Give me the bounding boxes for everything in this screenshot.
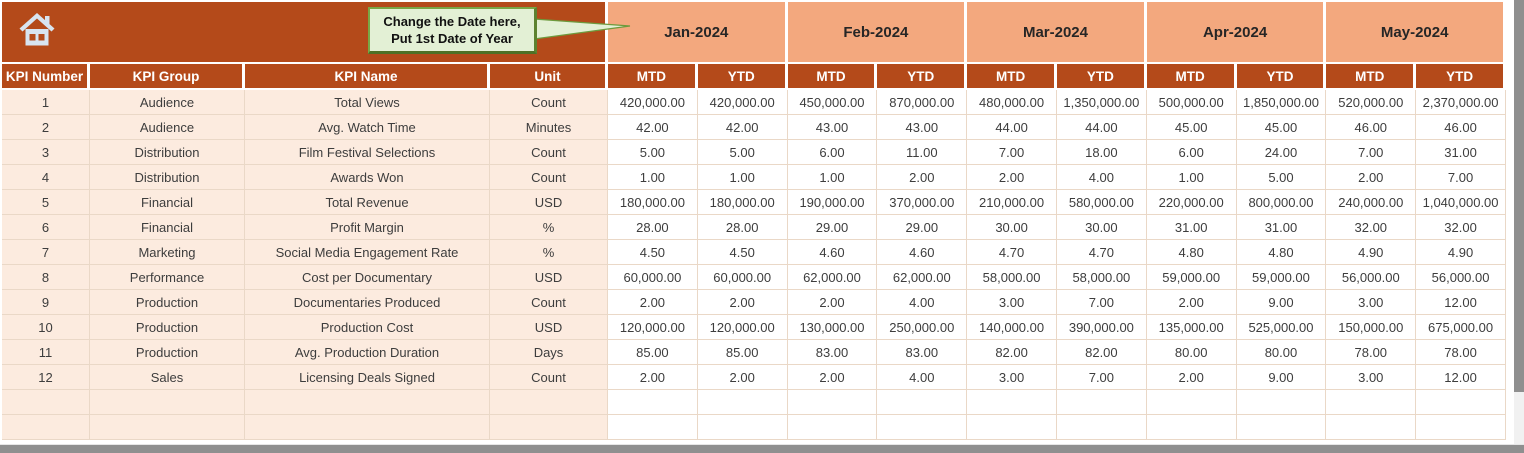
value-cell[interactable]: 420,000.00 xyxy=(698,90,788,115)
value-cell[interactable]: 4.50 xyxy=(608,240,698,265)
value-cell[interactable]: 30.00 xyxy=(967,215,1057,240)
empty-value-cell[interactable] xyxy=(1326,390,1416,415)
value-cell[interactable]: 32.00 xyxy=(1326,215,1416,240)
value-cell[interactable]: 85.00 xyxy=(608,340,698,365)
unit-cell[interactable]: Count xyxy=(490,140,608,165)
value-cell[interactable]: 4.60 xyxy=(788,240,878,265)
sheet xyxy=(2,2,1506,440)
value-cell[interactable]: 31.00 xyxy=(1416,140,1506,165)
kpi-group-cell[interactable]: Sales xyxy=(90,365,245,390)
value-cell[interactable]: 120,000.00 xyxy=(608,315,698,340)
value-cell[interactable]: 250,000.00 xyxy=(877,315,967,340)
value-cell[interactable]: 44.00 xyxy=(1057,115,1147,140)
kpi-name-cell[interactable]: Awards Won xyxy=(245,165,490,190)
value-cell[interactable]: 83.00 xyxy=(788,340,878,365)
empty-value-cell[interactable] xyxy=(1326,415,1416,440)
empty-value-cell[interactable] xyxy=(1237,415,1327,440)
value-cell[interactable]: 130,000.00 xyxy=(788,315,878,340)
table-row xyxy=(2,190,1506,215)
value-cell[interactable]: 80.00 xyxy=(1237,340,1327,365)
value-cell[interactable]: 870,000.00 xyxy=(877,90,967,115)
kpi-name-cell[interactable]: Social Media Engagement Rate xyxy=(245,240,490,265)
subcolumn-header-cell: MTD xyxy=(1326,64,1416,88)
callout-pointer-icon xyxy=(534,12,634,46)
value-cell[interactable]: 29.00 xyxy=(788,215,878,240)
value-cell[interactable]: 58,000.00 xyxy=(1057,265,1147,290)
value-cell[interactable]: 2.00 xyxy=(788,365,878,390)
month-header-cell[interactable]: Apr-2024 xyxy=(1147,2,1327,62)
unit-cell[interactable]: USD xyxy=(490,315,608,340)
empty-value-cell[interactable] xyxy=(967,415,1057,440)
kpi-name-cell[interactable]: Profit Margin xyxy=(245,215,490,240)
table-row xyxy=(2,265,1506,290)
horizontal-scrollbar[interactable] xyxy=(0,444,1524,453)
value-cell[interactable]: 78.00 xyxy=(1416,340,1506,365)
value-cell[interactable]: 190,000.00 xyxy=(788,190,878,215)
subcolumn-header-cell: YTD xyxy=(1237,64,1327,88)
empty-value-cell[interactable] xyxy=(1147,390,1237,415)
empty-label-cell[interactable] xyxy=(2,415,90,440)
kpi-group-cell[interactable]: Audience xyxy=(90,115,245,140)
value-cell[interactable]: 6.00 xyxy=(1147,140,1237,165)
value-cell[interactable]: 4.90 xyxy=(1326,240,1416,265)
table-row xyxy=(2,215,1506,240)
value-cell[interactable]: 5.00 xyxy=(608,140,698,165)
value-cell[interactable]: 44.00 xyxy=(967,115,1057,140)
value-cell[interactable]: 120,000.00 xyxy=(698,315,788,340)
month-header-cell[interactable]: Feb-2024 xyxy=(788,2,968,62)
value-cell[interactable]: 85.00 xyxy=(698,340,788,365)
month-header-cell[interactable]: Jan-2024 xyxy=(608,2,788,62)
kpi-name-cell[interactable]: Film Festival Selections xyxy=(245,140,490,165)
value-cell[interactable]: 2.00 xyxy=(608,290,698,315)
kpi-number-cell[interactable]: 3 xyxy=(2,140,90,165)
table-row xyxy=(2,415,1506,440)
value-cell[interactable]: 56,000.00 xyxy=(1326,265,1416,290)
value-cell[interactable]: 56,000.00 xyxy=(1416,265,1506,290)
kpi-group-cell[interactable]: Production xyxy=(90,290,245,315)
empty-value-cell[interactable] xyxy=(608,390,698,415)
column-header-row xyxy=(2,64,1506,88)
value-cell[interactable]: 4.00 xyxy=(877,290,967,315)
home-icon[interactable] xyxy=(18,11,56,51)
value-cell[interactable]: 43.00 xyxy=(877,115,967,140)
empty-label-cell[interactable] xyxy=(2,390,90,415)
kpi-number-cell[interactable]: 5 xyxy=(2,190,90,215)
empty-label-cell[interactable] xyxy=(90,390,245,415)
empty-value-cell[interactable] xyxy=(877,415,967,440)
value-cell[interactable]: 59,000.00 xyxy=(1147,265,1237,290)
value-cell[interactable]: 3.00 xyxy=(967,365,1057,390)
value-cell[interactable]: 1,350,000.00 xyxy=(1057,90,1147,115)
value-cell[interactable]: 45.00 xyxy=(1147,115,1237,140)
value-cell[interactable]: 210,000.00 xyxy=(967,190,1057,215)
kpi-number-cell[interactable]: 11 xyxy=(2,340,90,365)
value-cell[interactable]: 2.00 xyxy=(1147,290,1237,315)
value-cell[interactable]: 60,000.00 xyxy=(698,265,788,290)
empty-value-cell[interactable] xyxy=(877,390,967,415)
value-cell[interactable]: 2.00 xyxy=(1326,165,1416,190)
value-cell[interactable]: 60,000.00 xyxy=(608,265,698,290)
kpi-name-cell[interactable]: Cost per Documentary xyxy=(245,265,490,290)
value-cell[interactable]: 83.00 xyxy=(877,340,967,365)
kpi-group-cell[interactable]: Financial xyxy=(90,215,245,240)
empty-value-cell[interactable] xyxy=(698,390,788,415)
value-cell[interactable]: 675,000.00 xyxy=(1416,315,1506,340)
kpi-number-cell[interactable]: 7 xyxy=(2,240,90,265)
value-cell[interactable]: 62,000.00 xyxy=(877,265,967,290)
empty-value-cell[interactable] xyxy=(1416,415,1506,440)
kpi-name-cell[interactable]: Avg. Production Duration xyxy=(245,340,490,365)
kpi-name-cell[interactable]: Total Revenue xyxy=(245,190,490,215)
value-cell[interactable]: 3.00 xyxy=(1326,365,1416,390)
value-cell[interactable]: 4.80 xyxy=(1237,240,1327,265)
empty-label-cell[interactable] xyxy=(245,390,490,415)
value-cell[interactable]: 9.00 xyxy=(1237,290,1327,315)
value-cell[interactable]: 2.00 xyxy=(698,365,788,390)
value-cell[interactable]: 450,000.00 xyxy=(788,90,878,115)
value-cell[interactable]: 7.00 xyxy=(1416,165,1506,190)
value-cell[interactable]: 4.00 xyxy=(877,365,967,390)
table-row xyxy=(2,115,1506,140)
kpi-group-cell[interactable]: Financial xyxy=(90,190,245,215)
value-cell[interactable]: 480,000.00 xyxy=(967,90,1057,115)
value-cell[interactable]: 7.00 xyxy=(1057,365,1147,390)
vertical-scrollbar-thumb[interactable] xyxy=(1514,0,1524,392)
kpi-name-cell[interactable]: Avg. Watch Time xyxy=(245,115,490,140)
value-cell[interactable]: 240,000.00 xyxy=(1326,190,1416,215)
table-row xyxy=(2,90,1506,115)
value-cell[interactable]: 5.00 xyxy=(1237,165,1327,190)
value-cell[interactable]: 2.00 xyxy=(877,165,967,190)
unit-cell[interactable]: % xyxy=(490,215,608,240)
value-cell[interactable]: 1.00 xyxy=(1147,165,1237,190)
value-cell[interactable]: 2.00 xyxy=(698,290,788,315)
value-cell[interactable]: 31.00 xyxy=(1147,215,1237,240)
table-row xyxy=(2,390,1506,415)
value-cell[interactable]: 30.00 xyxy=(1057,215,1147,240)
value-cell[interactable]: 6.00 xyxy=(788,140,878,165)
kpi-name-cell[interactable]: Documentaries Produced xyxy=(245,290,490,315)
value-cell[interactable]: 28.00 xyxy=(698,215,788,240)
table-row xyxy=(2,240,1506,265)
empty-value-cell[interactable] xyxy=(788,390,878,415)
value-cell[interactable]: 1.00 xyxy=(698,165,788,190)
kpi-number-cell[interactable]: 6 xyxy=(2,215,90,240)
unit-cell[interactable]: % xyxy=(490,240,608,265)
kpi-number-cell[interactable]: 9 xyxy=(2,290,90,315)
kpi-name-cell[interactable]: Total Views xyxy=(245,90,490,115)
value-cell[interactable]: 12.00 xyxy=(1416,365,1506,390)
kpi-group-cell[interactable]: Marketing xyxy=(90,240,245,265)
table-row xyxy=(2,140,1506,165)
kpi-group-cell[interactable]: Distribution xyxy=(90,140,245,165)
value-cell[interactable]: 4.50 xyxy=(698,240,788,265)
subcolumn-header-cell: YTD xyxy=(1057,64,1147,88)
subcolumn-header-cell: MTD xyxy=(1147,64,1237,88)
value-cell[interactable]: 5.00 xyxy=(698,140,788,165)
column-header-cell: KPI Group xyxy=(90,64,245,88)
value-cell[interactable]: 525,000.00 xyxy=(1237,315,1327,340)
month-header-cell[interactable]: May-2024 xyxy=(1326,2,1506,62)
subcolumn-header-cell: YTD xyxy=(1416,64,1506,88)
value-cell[interactable]: 2.00 xyxy=(608,365,698,390)
empty-value-cell[interactable] xyxy=(698,415,788,440)
value-cell[interactable]: 2.00 xyxy=(967,165,1057,190)
value-cell[interactable]: 500,000.00 xyxy=(1147,90,1237,115)
value-cell[interactable]: 220,000.00 xyxy=(1147,190,1237,215)
callout-text-line1: Change the Date here, xyxy=(383,14,521,29)
subcolumn-header-cell: YTD xyxy=(698,64,788,88)
value-cell[interactable]: 43.00 xyxy=(788,115,878,140)
empty-value-cell[interactable] xyxy=(608,415,698,440)
value-cell[interactable]: 32.00 xyxy=(1416,215,1506,240)
subcolumn-header-cell: MTD xyxy=(967,64,1057,88)
empty-value-cell[interactable] xyxy=(1147,415,1237,440)
table-row xyxy=(2,365,1506,390)
value-cell[interactable]: 390,000.00 xyxy=(1057,315,1147,340)
subcolumn-header-cell: MTD xyxy=(788,64,878,88)
empty-label-cell[interactable] xyxy=(490,390,608,415)
value-cell[interactable]: 1,850,000.00 xyxy=(1237,90,1327,115)
value-cell[interactable]: 150,000.00 xyxy=(1326,315,1416,340)
empty-value-cell[interactable] xyxy=(1237,390,1327,415)
empty-label-cell[interactable] xyxy=(90,415,245,440)
value-cell[interactable]: 11.00 xyxy=(877,140,967,165)
kpi-group-cell[interactable]: Audience xyxy=(90,90,245,115)
unit-cell[interactable]: Count xyxy=(490,290,608,315)
value-cell[interactable]: 2.00 xyxy=(788,290,878,315)
empty-value-cell[interactable] xyxy=(967,390,1057,415)
kpi-number-cell[interactable]: 10 xyxy=(2,315,90,340)
value-cell[interactable]: 12.00 xyxy=(1416,290,1506,315)
kpi-name-cell[interactable]: Licensing Deals Signed xyxy=(245,365,490,390)
month-header-row xyxy=(2,2,1506,62)
value-cell[interactable]: 4.90 xyxy=(1416,240,1506,265)
table-row xyxy=(2,165,1506,190)
value-cell[interactable]: 82.00 xyxy=(967,340,1057,365)
unit-cell[interactable]: Count xyxy=(490,365,608,390)
column-header-cell: Unit xyxy=(490,64,608,88)
empty-label-cell[interactable] xyxy=(245,415,490,440)
value-cell[interactable]: 135,000.00 xyxy=(1147,315,1237,340)
table-body xyxy=(2,90,1506,440)
value-cell[interactable]: 7.00 xyxy=(967,140,1057,165)
value-cell[interactable]: 28.00 xyxy=(608,215,698,240)
unit-cell[interactable]: USD xyxy=(490,265,608,290)
value-cell[interactable]: 3.00 xyxy=(967,290,1057,315)
value-cell[interactable]: 1.00 xyxy=(788,165,878,190)
value-cell[interactable]: 78.00 xyxy=(1326,340,1416,365)
table-row xyxy=(2,340,1506,365)
value-cell[interactable]: 80.00 xyxy=(1147,340,1237,365)
empty-value-cell[interactable] xyxy=(1416,390,1506,415)
value-cell[interactable]: 58,000.00 xyxy=(967,265,1057,290)
table-row xyxy=(2,290,1506,315)
date-callout xyxy=(368,7,537,54)
value-cell[interactable]: 420,000.00 xyxy=(608,90,698,115)
kpi-group-cell[interactable]: Distribution xyxy=(90,165,245,190)
month-header-cell[interactable]: Mar-2024 xyxy=(967,2,1147,62)
value-cell[interactable]: 140,000.00 xyxy=(967,315,1057,340)
empty-value-cell[interactable] xyxy=(1057,415,1147,440)
value-cell[interactable]: 7.00 xyxy=(1057,290,1147,315)
value-cell[interactable]: 24.00 xyxy=(1237,140,1327,165)
value-cell[interactable]: 82.00 xyxy=(1057,340,1147,365)
unit-cell[interactable]: Days xyxy=(490,340,608,365)
value-cell[interactable]: 180,000.00 xyxy=(608,190,698,215)
table-row xyxy=(2,315,1506,340)
value-cell[interactable]: 46.00 xyxy=(1326,115,1416,140)
unit-cell[interactable]: Minutes xyxy=(490,115,608,140)
value-cell[interactable]: 62,000.00 xyxy=(788,265,878,290)
value-cell[interactable]: 46.00 xyxy=(1416,115,1506,140)
value-cell[interactable]: 4.00 xyxy=(1057,165,1147,190)
value-cell[interactable]: 59,000.00 xyxy=(1237,265,1327,290)
value-cell[interactable]: 4.70 xyxy=(967,240,1057,265)
empty-value-cell[interactable] xyxy=(1057,390,1147,415)
subcolumn-header-cell: MTD xyxy=(608,64,698,88)
column-header-cell: KPI Name xyxy=(245,64,490,88)
empty-value-cell[interactable] xyxy=(788,415,878,440)
unit-cell[interactable]: USD xyxy=(490,190,608,215)
value-cell[interactable]: 1.00 xyxy=(608,165,698,190)
value-cell[interactable]: 180,000.00 xyxy=(698,190,788,215)
value-cell[interactable]: 370,000.00 xyxy=(877,190,967,215)
value-cell[interactable]: 4.70 xyxy=(1057,240,1147,265)
value-cell[interactable]: 520,000.00 xyxy=(1326,90,1416,115)
value-cell[interactable]: 9.00 xyxy=(1237,365,1327,390)
kpi-number-cell[interactable]: 2 xyxy=(2,115,90,140)
value-cell[interactable]: 42.00 xyxy=(608,115,698,140)
kpi-group-cell[interactable]: Production xyxy=(90,315,245,340)
value-cell[interactable]: 7.00 xyxy=(1326,140,1416,165)
value-cell[interactable]: 31.00 xyxy=(1237,215,1327,240)
column-header-cell: KPI Number xyxy=(2,64,90,88)
kpi-group-cell[interactable]: Production xyxy=(90,340,245,365)
kpi-number-cell[interactable]: 4 xyxy=(2,165,90,190)
value-cell[interactable]: 29.00 xyxy=(877,215,967,240)
subcolumn-header-cell: YTD xyxy=(877,64,967,88)
kpi-number-cell[interactable]: 8 xyxy=(2,265,90,290)
kpi-name-cell[interactable]: Production Cost xyxy=(245,315,490,340)
unit-cell[interactable]: Count xyxy=(490,90,608,115)
value-cell[interactable]: 2.00 xyxy=(1147,365,1237,390)
kpi-group-cell[interactable]: Performance xyxy=(90,265,245,290)
value-cell[interactable]: 800,000.00 xyxy=(1237,190,1327,215)
kpi-number-cell[interactable]: 1 xyxy=(2,90,90,115)
value-cell[interactable]: 4.80 xyxy=(1147,240,1237,265)
unit-cell[interactable]: Count xyxy=(490,165,608,190)
value-cell[interactable]: 4.60 xyxy=(877,240,967,265)
vertical-scrollbar[interactable] xyxy=(1514,0,1524,444)
callout-text-line2: Put 1st Date of Year xyxy=(391,31,513,46)
value-cell[interactable]: 42.00 xyxy=(698,115,788,140)
value-cell[interactable]: 580,000.00 xyxy=(1057,190,1147,215)
kpi-number-cell[interactable]: 12 xyxy=(2,365,90,390)
value-cell[interactable]: 18.00 xyxy=(1057,140,1147,165)
value-cell[interactable]: 1,040,000.00 xyxy=(1416,190,1506,215)
empty-label-cell[interactable] xyxy=(490,415,608,440)
value-cell[interactable]: 3.00 xyxy=(1326,290,1416,315)
value-cell[interactable]: 45.00 xyxy=(1237,115,1327,140)
value-cell[interactable]: 2,370,000.00 xyxy=(1416,90,1506,115)
